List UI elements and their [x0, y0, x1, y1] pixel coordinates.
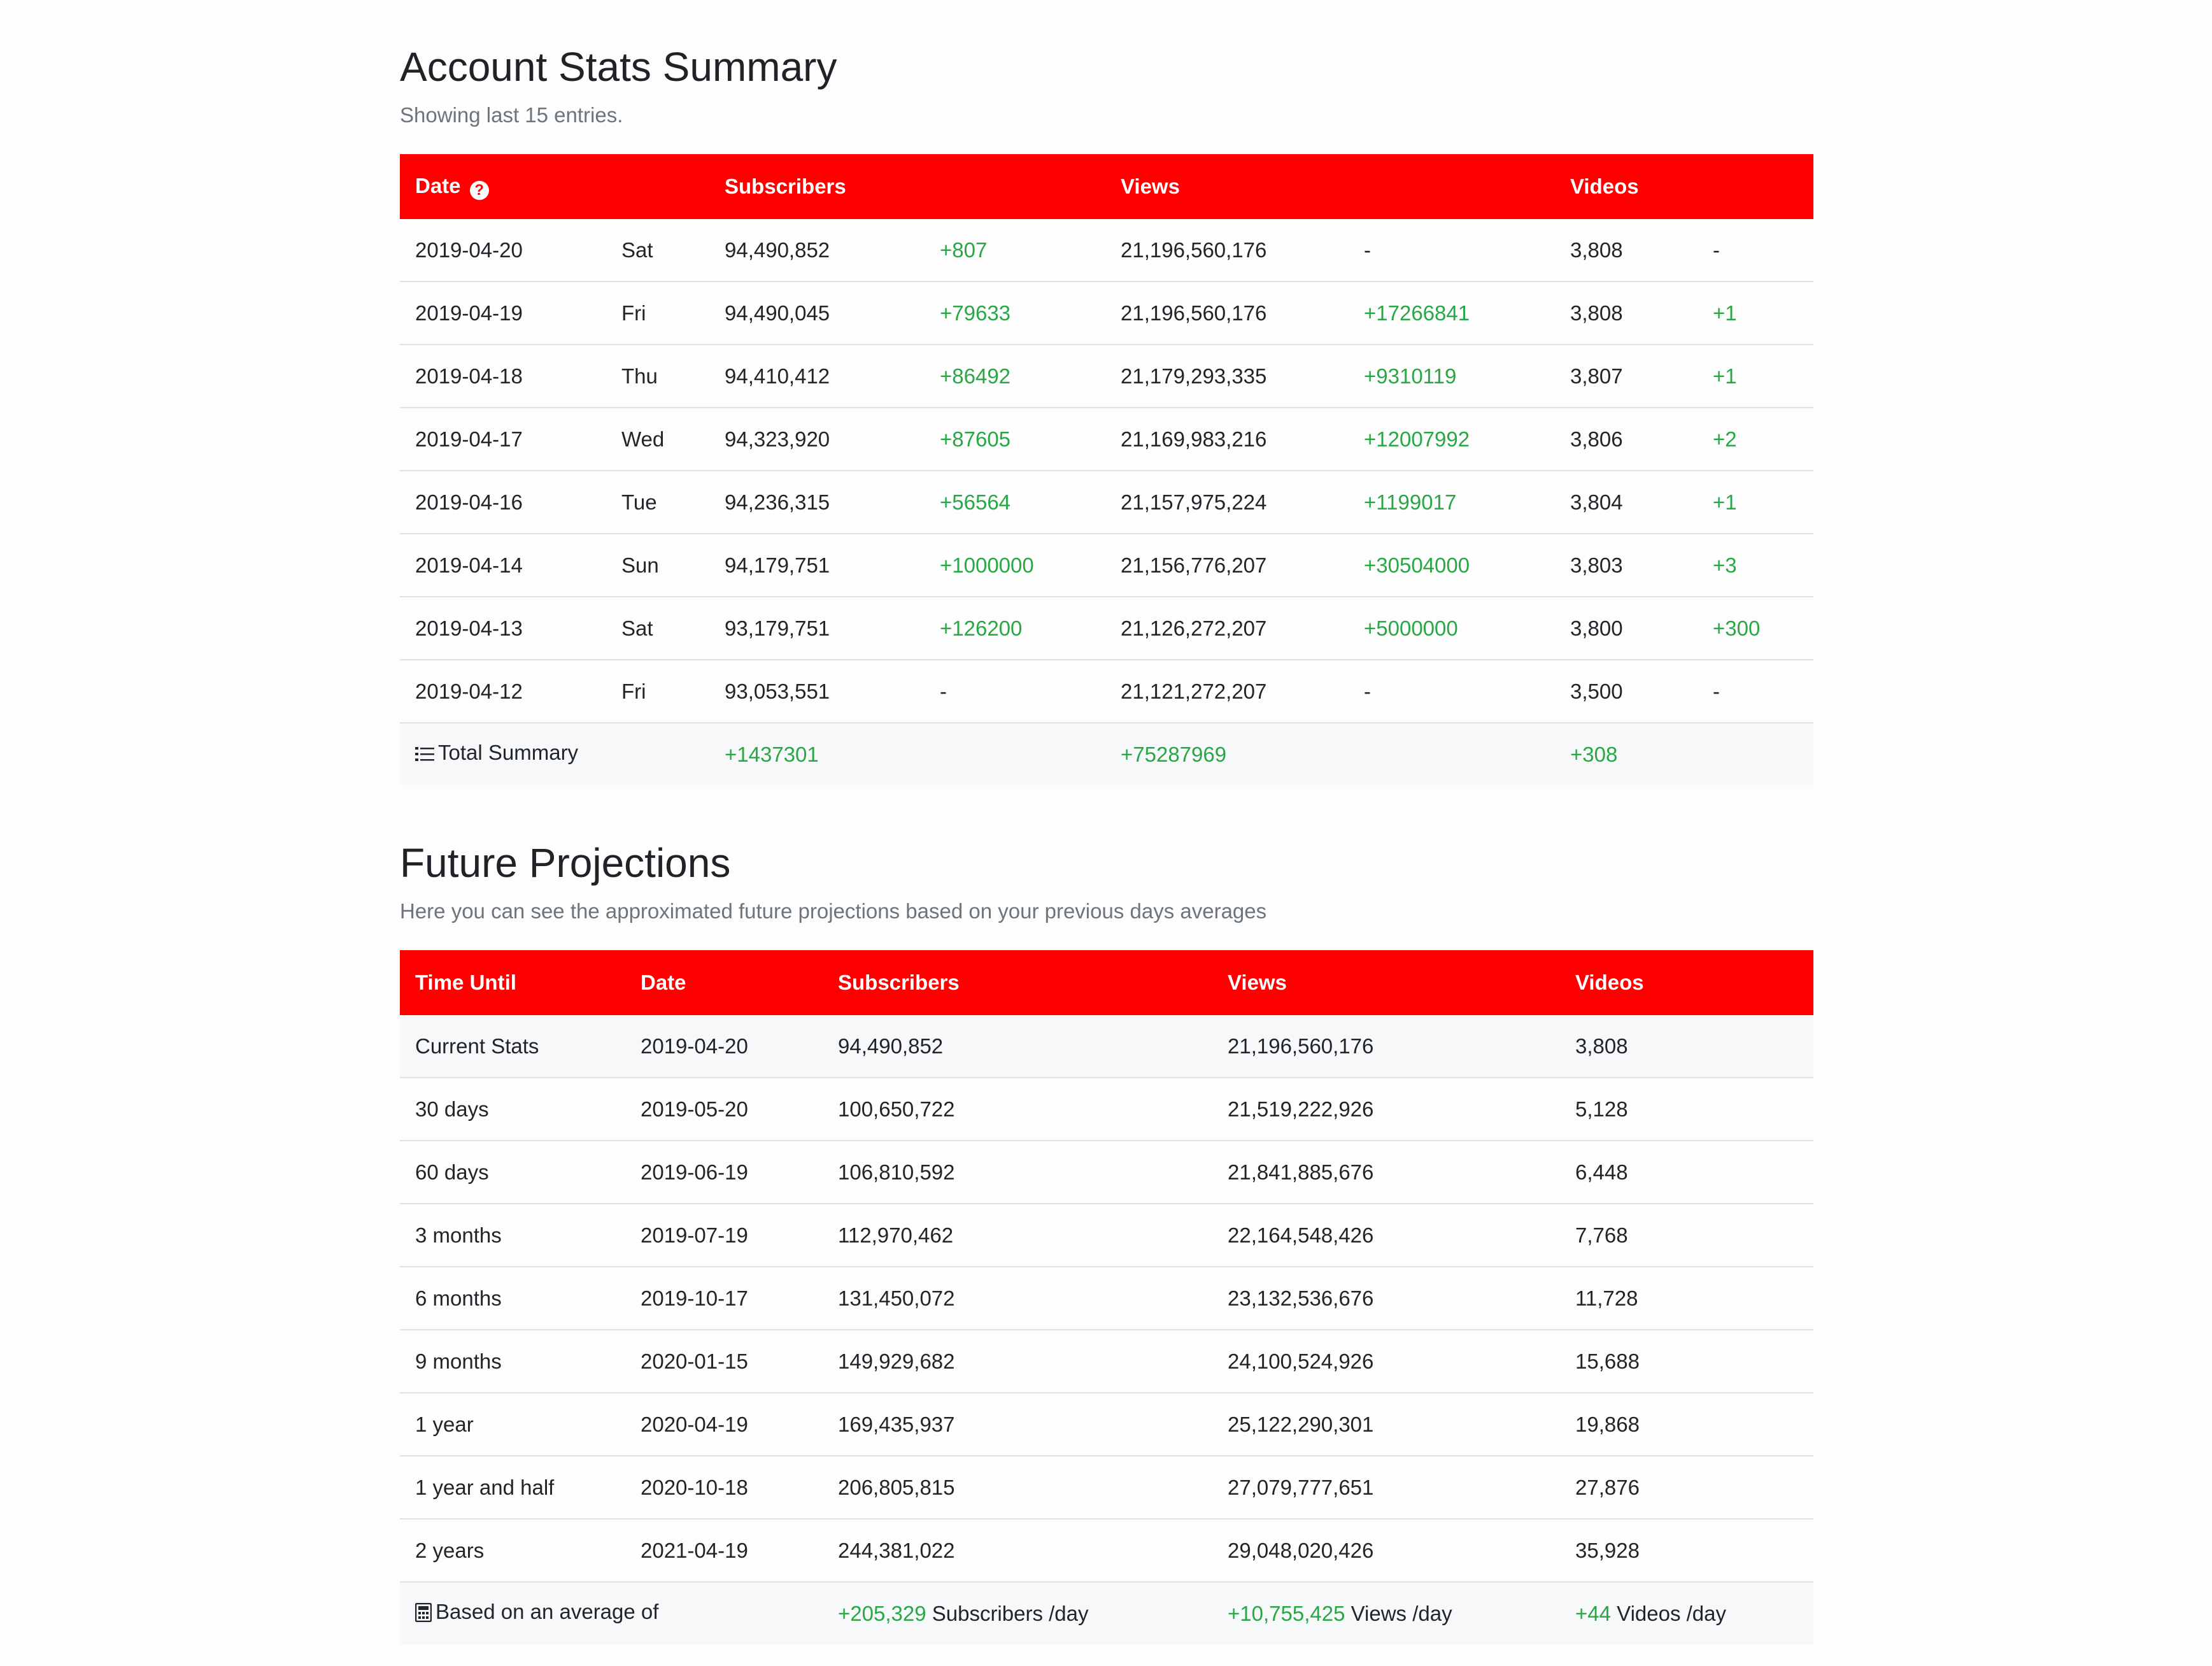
videos-cell: 3,806: [1555, 408, 1698, 471]
day-cell: Sat: [606, 597, 709, 660]
views-delta-cell: +12007992: [1349, 408, 1555, 471]
average-videos: [1560, 1582, 1813, 1644]
videos-cell: 15,688: [1560, 1330, 1813, 1393]
average-label-cell: [400, 1582, 823, 1644]
videos-header: Videos: [1560, 950, 1813, 1015]
views-cell: 21,156,776,207: [1105, 534, 1349, 597]
total-summary-label: Total Summary: [438, 741, 579, 764]
videos-delta-cell: -: [1713, 238, 1720, 262]
videos-delta-cell: +1: [1698, 471, 1813, 534]
summary-subtitle: Showing last 15 entries.: [400, 103, 623, 127]
table-row: [400, 1204, 1813, 1267]
views-cell: 21,121,272,207: [1105, 660, 1349, 723]
total-videos: +308: [1555, 723, 1813, 785]
views-cell: 21,179,293,335: [1105, 345, 1349, 408]
day-cell: Thu: [606, 345, 709, 408]
calculator-icon: [415, 1603, 432, 1627]
table-row: [400, 471, 1813, 534]
views-delta-cell: +9310119: [1349, 345, 1555, 408]
videos-cell: 35,928: [1560, 1519, 1813, 1582]
day-cell: Tue: [606, 471, 709, 534]
subscribers-delta-cell: +56564: [925, 471, 1105, 534]
table-row: [400, 1015, 1813, 1078]
average-views-unit: Views /day: [1345, 1601, 1452, 1625]
subscribers-cell: 106,810,592: [823, 1141, 1212, 1204]
videos-delta-cell: +300: [1698, 597, 1813, 660]
table-row: [400, 660, 1813, 723]
subscribers-header: Subscribers: [823, 950, 1212, 1015]
videos-delta-cell: +3: [1698, 534, 1813, 597]
date-cell: 2021-04-19: [625, 1519, 823, 1582]
date-cell: 2019-04-18: [400, 345, 606, 408]
projections-header-row: [400, 950, 1813, 1015]
views-cell: 21,126,272,207: [1105, 597, 1349, 660]
views-cell: 21,519,222,926: [1212, 1078, 1560, 1141]
average-label: Based on an average of: [436, 1600, 659, 1623]
subscribers-cell: 94,179,751: [709, 534, 925, 597]
views-cell: 22,164,548,426: [1212, 1204, 1560, 1267]
time-until-cell: 1 year: [400, 1393, 625, 1456]
average-views-value: +10,755,425: [1228, 1601, 1345, 1625]
projections-table: [400, 950, 1813, 1644]
projections-title: Future Projections: [400, 840, 731, 886]
views-cell: 25,122,290,301: [1212, 1393, 1560, 1456]
videos-cell: 3,807: [1555, 345, 1698, 408]
views-delta-cell: -: [1349, 660, 1555, 723]
page-title: Account Stats Summary: [400, 44, 837, 90]
date-cell: 2019-04-20: [625, 1015, 823, 1078]
subscribers-delta-cell: +126200: [925, 597, 1105, 660]
views-header: Views: [1105, 154, 1555, 219]
time-until-cell: 1 year and half: [400, 1456, 625, 1519]
table-row: [400, 281, 1813, 345]
videos-cell: 3,808: [1570, 238, 1623, 262]
views-delta-cell: -: [1364, 238, 1371, 262]
date-header-label: Date: [415, 173, 461, 197]
date-cell: 2019-04-12: [400, 660, 606, 723]
table-row: [400, 1078, 1813, 1141]
subscribers-cell: 112,970,462: [823, 1204, 1212, 1267]
subscribers-delta-cell: +79633: [925, 281, 1105, 345]
views-cell: 21,169,983,216: [1105, 408, 1349, 471]
subscribers-delta-cell: +807: [940, 238, 988, 262]
summary-header-row: [400, 154, 1813, 219]
subscribers-cell: 94,410,412: [709, 345, 925, 408]
table-row: [400, 1393, 1813, 1456]
time-until-cell: 3 months: [400, 1204, 625, 1267]
day-cell: Wed: [606, 408, 709, 471]
total-summary-row: [400, 723, 1813, 785]
views-cell: 21,841,885,676: [1212, 1141, 1560, 1204]
videos-cell: 5,128: [1560, 1078, 1813, 1141]
average-views: [1212, 1582, 1560, 1644]
time-until-header: Time Until: [400, 950, 625, 1015]
videos-cell: 3,808: [1555, 281, 1698, 345]
account-stats-section: [400, 38, 1813, 785]
projections-subtitle: Here you can see the approximated future projections based on your previous days averages: [400, 899, 1267, 923]
videos-cell: 7,768: [1560, 1204, 1813, 1267]
views-delta-cell: +30504000: [1349, 534, 1555, 597]
table-row: [400, 345, 1813, 408]
date-cell: 2019-04-14: [400, 534, 606, 597]
subscribers-delta-cell: +86492: [925, 345, 1105, 408]
subscribers-delta-cell: +1000000: [925, 534, 1105, 597]
average-subscribers-unit: Subscribers /day: [926, 1601, 1089, 1625]
list-icon: [415, 744, 434, 768]
date-cell: 2019-04-20: [415, 238, 523, 262]
time-until-cell: 2 years: [400, 1519, 625, 1582]
videos-cell: 27,876: [1560, 1456, 1813, 1519]
total-summary-cell: [400, 723, 709, 785]
date-header: Date: [625, 950, 823, 1015]
average-row: [400, 1582, 1813, 1644]
average-videos-value: +44: [1575, 1601, 1611, 1625]
time-until-cell: 60 days: [400, 1141, 625, 1204]
date-cell: 2020-10-18: [625, 1456, 823, 1519]
subscribers-cell: 169,435,937: [823, 1393, 1212, 1456]
table-row: [400, 597, 1813, 660]
views-cell: 21,157,975,224: [1105, 471, 1349, 534]
subscribers-cell: 149,929,682: [823, 1330, 1212, 1393]
videos-delta-cell: -: [1698, 660, 1813, 723]
date-cell: 2019-04-17: [400, 408, 606, 471]
time-until-cell: 30 days: [400, 1078, 625, 1141]
subscribers-header: Subscribers: [709, 154, 1105, 219]
videos-cell: 3,800: [1555, 597, 1698, 660]
subscribers-cell: 93,053,551: [709, 660, 925, 723]
date-cell: 2019-07-19: [625, 1204, 823, 1267]
date-cell: 2019-05-20: [625, 1078, 823, 1141]
subscribers-cell: 94,490,045: [709, 281, 925, 345]
time-until-cell: Current Stats: [400, 1015, 625, 1078]
videos-cell: 3,500: [1555, 660, 1698, 723]
day-cell: Fri: [606, 660, 709, 723]
average-subscribers-value: +205,329: [838, 1601, 926, 1625]
views-cell: 21,196,560,176: [1105, 281, 1349, 345]
table-row: [400, 1330, 1813, 1393]
date-header: [400, 154, 709, 219]
future-projections-section: [400, 834, 1813, 1644]
videos-cell: 3,808: [1560, 1015, 1813, 1078]
videos-delta-cell: +1: [1698, 345, 1813, 408]
date-cell: 2019-04-19: [400, 281, 606, 345]
views-cell: 24,100,524,926: [1212, 1330, 1560, 1393]
videos-header: Videos: [1555, 154, 1813, 219]
subscribers-cell: 94,323,920: [709, 408, 925, 471]
subscribers-delta-cell: -: [925, 660, 1105, 723]
videos-cell: 3,803: [1555, 534, 1698, 597]
subscribers-cell: 94,236,315: [709, 471, 925, 534]
question-circle-icon[interactable]: ?: [470, 181, 489, 200]
total-views: +75287969: [1105, 723, 1555, 785]
views-cell: 29,048,020,426: [1212, 1519, 1560, 1582]
average-subscribers: [823, 1582, 1212, 1644]
views-cell: 21,196,560,176: [1212, 1015, 1560, 1078]
table-row: [400, 1519, 1813, 1582]
date-cell: 2019-04-13: [400, 597, 606, 660]
videos-cell: 6,448: [1560, 1141, 1813, 1204]
videos-cell: 3,804: [1555, 471, 1698, 534]
videos-delta-cell: +2: [1698, 408, 1813, 471]
videos-delta-cell: +1: [1698, 281, 1813, 345]
subscribers-cell: 100,650,722: [823, 1078, 1212, 1141]
average-videos-unit: Videos /day: [1610, 1601, 1727, 1625]
time-until-cell: 9 months: [400, 1330, 625, 1393]
date-cell: 2019-10-17: [625, 1267, 823, 1330]
subscribers-cell: 94,490,852: [823, 1015, 1212, 1078]
date-cell: 2019-06-19: [625, 1141, 823, 1204]
table-row: [400, 1267, 1813, 1330]
views-delta-cell: +17266841: [1349, 281, 1555, 345]
views-cell: 23,132,536,676: [1212, 1267, 1560, 1330]
subscribers-delta-cell: +87605: [925, 408, 1105, 471]
subscribers-cell: 94,490,852: [725, 238, 830, 262]
subscribers-cell: 206,805,815: [823, 1456, 1212, 1519]
videos-cell: 11,728: [1560, 1267, 1813, 1330]
day-cell: Fri: [606, 281, 709, 345]
table-row: [400, 534, 1813, 597]
table-row: [400, 408, 1813, 471]
table-row: [400, 1456, 1813, 1519]
views-cell: 21,196,560,176: [1121, 238, 1267, 262]
views-delta-cell: +5000000: [1349, 597, 1555, 660]
date-cell: 2020-01-15: [625, 1330, 823, 1393]
day-cell: Sat: [621, 238, 653, 262]
summary-table: [400, 154, 1813, 785]
subscribers-cell: 244,381,022: [823, 1519, 1212, 1582]
time-until-cell: 6 months: [400, 1267, 625, 1330]
date-cell: 2020-04-19: [625, 1393, 823, 1456]
subscribers-cell: 93,179,751: [709, 597, 925, 660]
date-cell: 2019-04-16: [400, 471, 606, 534]
table-row: [400, 1141, 1813, 1204]
day-cell: Sun: [606, 534, 709, 597]
subscribers-cell: 131,450,072: [823, 1267, 1212, 1330]
views-header: Views: [1212, 950, 1560, 1015]
total-subscribers: +1437301: [709, 723, 1105, 785]
views-delta-cell: +1199017: [1349, 471, 1555, 534]
videos-cell: 19,868: [1560, 1393, 1813, 1456]
table-row: [400, 219, 1813, 281]
views-cell: 27,079,777,651: [1212, 1456, 1560, 1519]
